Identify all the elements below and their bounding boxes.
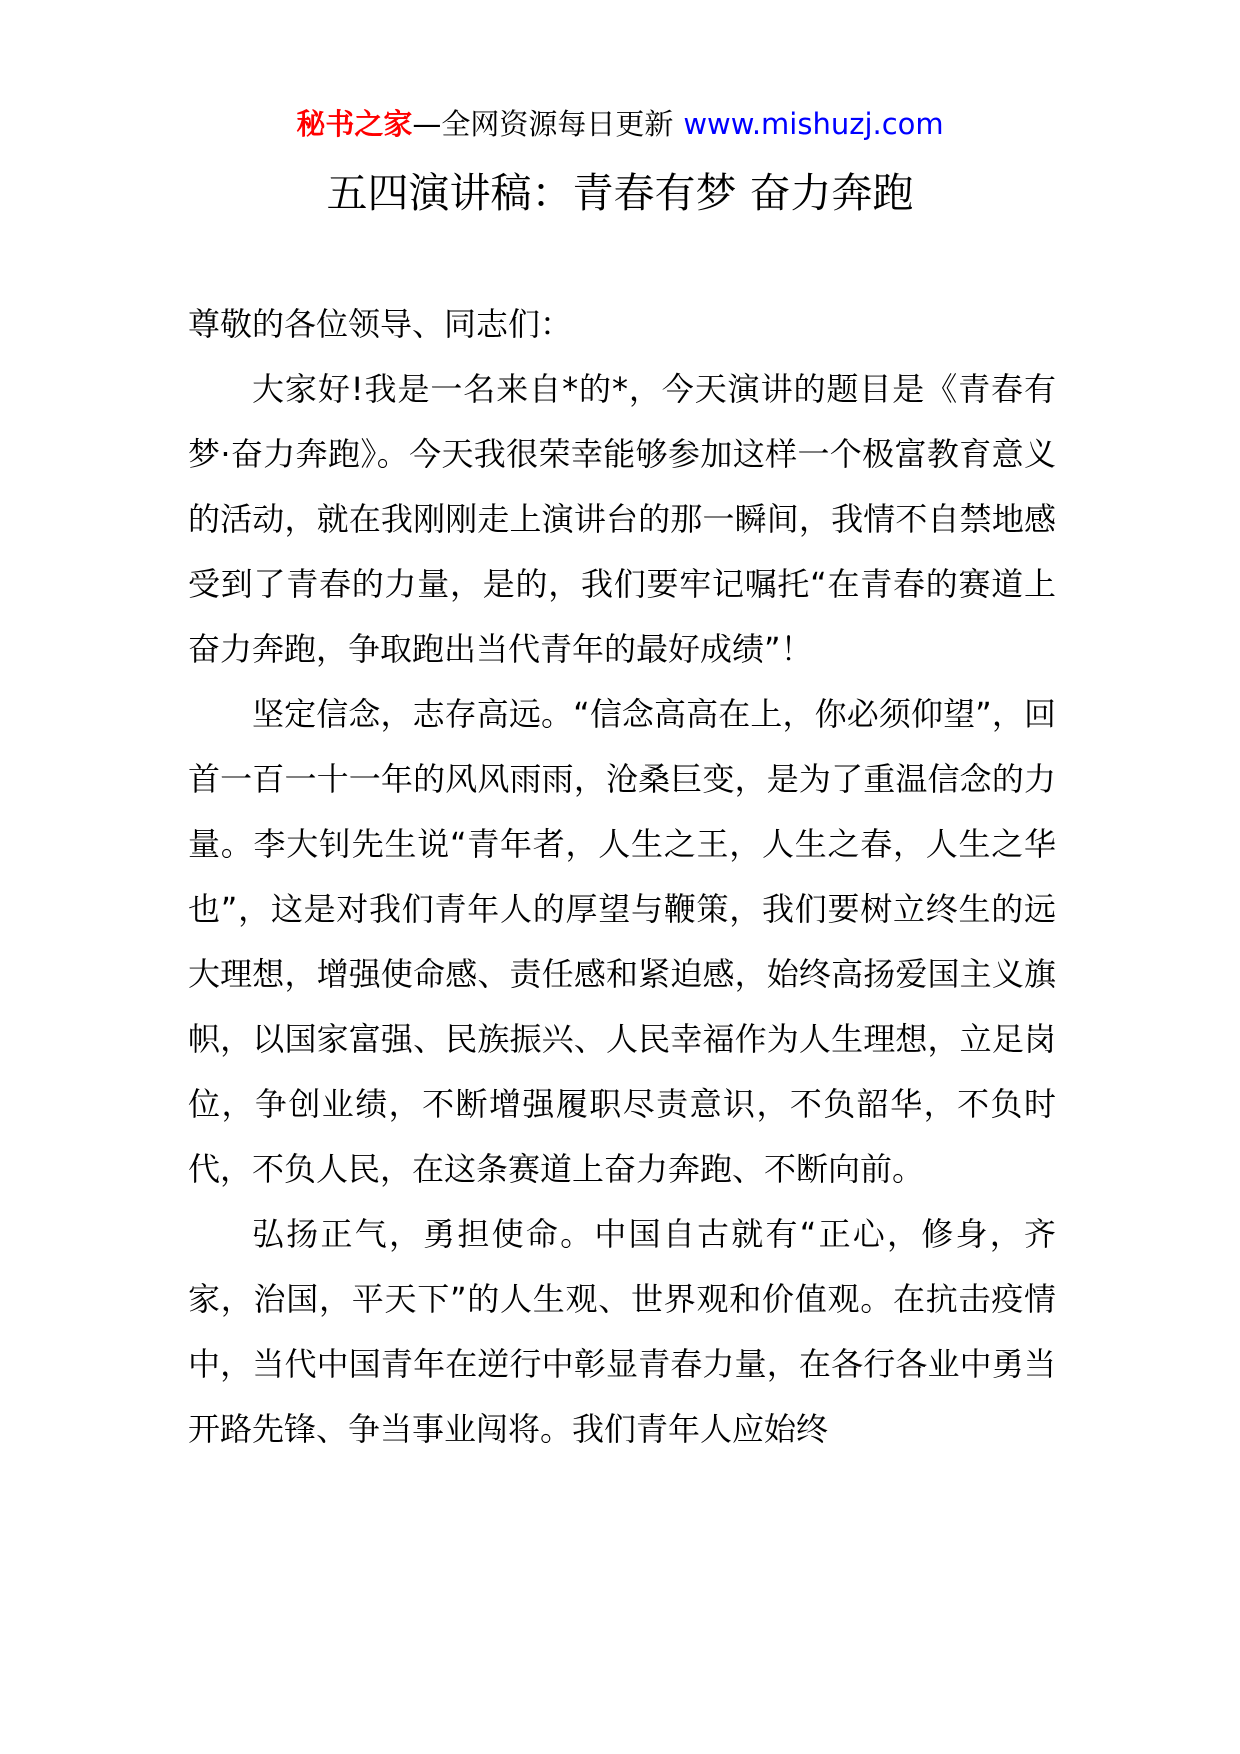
document-title: 五四演讲稿：青春有梦 奋力奔跑	[326, 169, 914, 217]
site-url-link[interactable]: www.mishuzj.com	[683, 107, 944, 141]
document-body	[188, 292, 1056, 1462]
salutation: 尊敬的各位领导、同志们：	[188, 305, 573, 343]
paragraph-2: 坚定信念，志存高远。“信念高高在上，你必须仰望”，回首一百一十一年的风风雨雨，沧桑巨变，是为了重温信念的力量。李大钊先生说“青年者，人生之王，人生之春，人生之华也”，这是对我们青年人的厚望与鞭策，我们要树立终生的远大理想，增强使命感、责任感和紧迫感，始终高扬爱国主义旗帜，以国家富强、民族振兴、人民幸福作为人生理想，立足岗位，争创业绩，不断增强履职尽责意识，不负韶华，不负时代，不负人民，在这条赛道上奋力奔跑、不断向前。	[188, 695, 1056, 1188]
site-header	[0, 100, 1240, 148]
site-brand: 秘书之家	[296, 107, 413, 141]
paragraph-3: 弘扬正气，勇担使命。中国自古就有“正心，修身，齐家，治国，平天下”的人生观、世界观和价值观。在抗击疫情中，当代中国青年在逆行中彰显青春力量，在各行各业中勇当开路先锋、争当事业闯将。我们青年人应始终	[188, 1215, 1056, 1448]
site-tagline: —全网资源每日更新	[412, 107, 674, 141]
paragraph-1: 大家好!我是一名来自*的*，今天演讲的题目是《青春有梦·奋力奔跑》。今天我很荣幸能够参加这样一个极富教育意义的活动，就在我刚刚走上演讲台的那一瞬间，我情不自禁地感受到了青春的力量，是的，我们要牢记嘱托“在青春的赛道上奋力奔跑，争取跑出当代青年的最好成绩”！	[188, 370, 1056, 668]
